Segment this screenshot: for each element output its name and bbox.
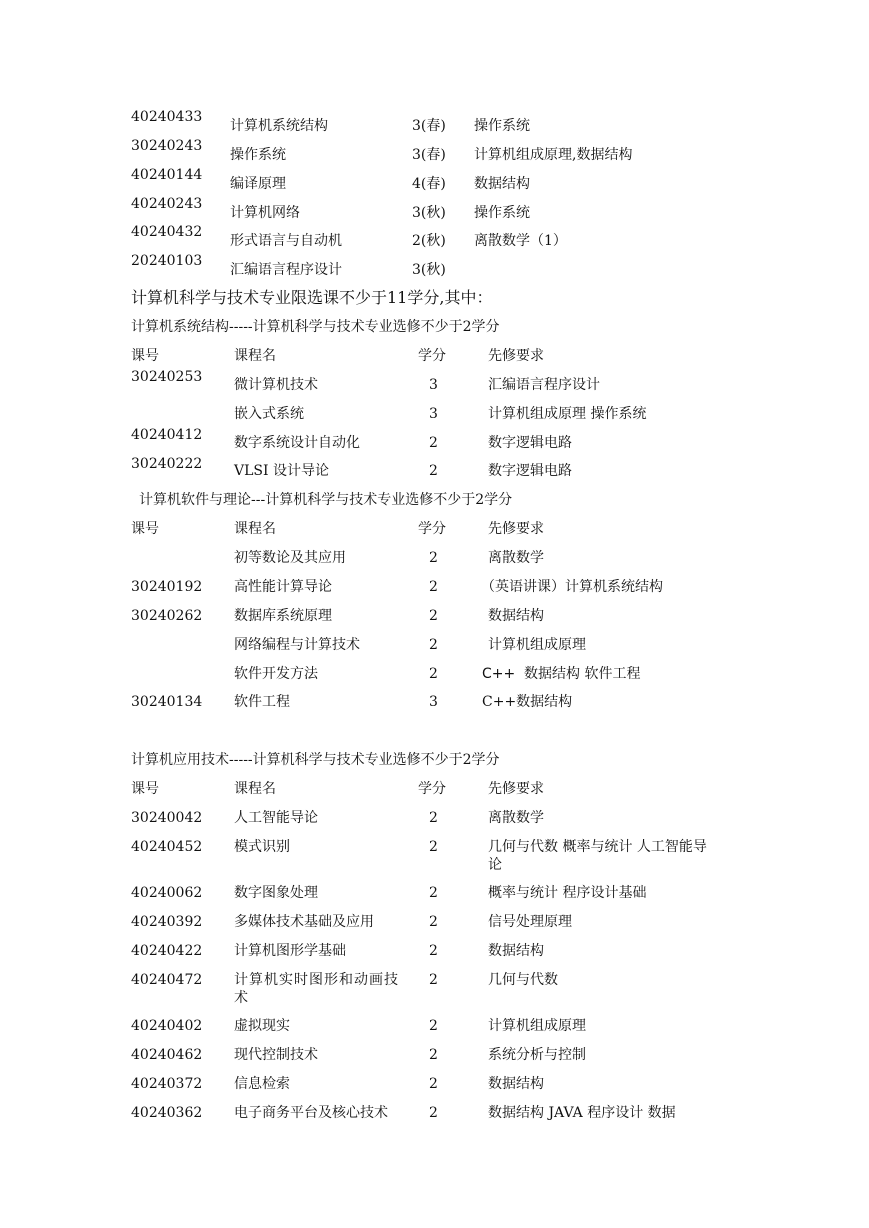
course-name: VLSI 设计导论 — [234, 463, 329, 479]
course-code: 40240472 — [131, 972, 203, 988]
course-code: 40240062 — [131, 885, 203, 901]
header-prereq: 先修要求 — [488, 348, 544, 364]
course-credit: 2 — [429, 839, 438, 855]
course-code: 40240432 — [131, 224, 203, 240]
course-name: 电子商务平台及核心技术 — [234, 1105, 388, 1121]
course-prereq: C++数据结构 — [482, 694, 573, 710]
course-name: 信息检索 — [234, 1076, 290, 1092]
course-code: 40240392 — [131, 914, 203, 930]
course-name: 数据库系统原理 — [234, 608, 332, 624]
course-name: 软件工程 — [234, 694, 290, 710]
course-prereq: 数据结构 JAVA 程序设计 数据 — [488, 1105, 676, 1121]
course-prereq: 汇编语言程序设计 — [488, 377, 600, 393]
course-name: 数字系统设计自动化 — [234, 435, 360, 451]
course-prereq: 几何与代数 概率与统计 人工智能导论 — [488, 839, 707, 873]
course-credit: 2 — [429, 550, 438, 566]
course-name: 现代控制技术 — [234, 1047, 318, 1063]
course-name: 微计算机技术 — [234, 377, 318, 393]
header-code: 课号 — [131, 781, 159, 797]
header-name: 课程名 — [234, 781, 276, 797]
course-credit: 3(春) — [412, 147, 446, 163]
course-prereq: 计算机组成原理 — [488, 1018, 586, 1034]
header-credit: 学分 — [418, 521, 446, 537]
course-prereq: 计算机组成原理,数据结构 — [474, 147, 633, 163]
course-credit: 2 — [429, 914, 438, 930]
course-prereq: 离散数学 — [488, 550, 544, 566]
course-code: 40240452 — [131, 839, 203, 855]
course-credit: 3(春) — [412, 118, 446, 134]
course-prereq: 计算机组成原理 操作系统 — [488, 406, 647, 422]
course-name: 模式识别 — [234, 839, 290, 855]
course-name: 虚拟现实 — [234, 1018, 290, 1034]
course-credit: 2 — [429, 810, 438, 826]
course-credit: 2 — [429, 637, 438, 653]
course-prereq: 操作系统 — [474, 205, 530, 221]
course-prereq: 概率与统计 程序设计基础 — [488, 885, 647, 901]
course-credit: 3 — [429, 377, 438, 393]
course-prereq: 离散数学 — [488, 810, 544, 826]
course-credit: 3 — [429, 406, 438, 422]
course-code: 30240222 — [131, 456, 203, 472]
course-credit: 2 — [429, 666, 438, 682]
course-prereq-language: C++ — [482, 666, 516, 682]
course-credit: 2(秋) — [412, 233, 446, 249]
course-name: 编译原理 — [230, 176, 286, 192]
course-name: 汇编语言程序设计 — [230, 262, 342, 278]
course-code: 40240243 — [131, 196, 203, 212]
elective-heading: 计算机科学与技术专业限选课不少于11学分,其中： — [131, 288, 493, 307]
section-title: 计算机系统结构-----计算机科学与技术专业选修不少于2学分 — [131, 319, 500, 335]
course-code: 40240402 — [131, 1018, 203, 1034]
course-prereq: 系统分析与控制 — [488, 1047, 586, 1063]
course-credit: 2 — [429, 1047, 438, 1063]
section-title: 计算机软件与理论---计算机科学与技术专业选修不少于2学分 — [139, 492, 513, 508]
course-prereq: 数据结构 软件工程 — [524, 666, 641, 682]
section-title: 计算机应用技术-----计算机科学与技术专业选修不少于2学分 — [131, 752, 500, 768]
course-prereq: 数据结构 — [474, 176, 530, 192]
course-code: 40240412 — [131, 427, 203, 443]
course-name: 高性能计算导论 — [234, 579, 332, 595]
course-prereq: 数字逻辑电路 — [488, 463, 572, 479]
course-prereq: 数据结构 — [488, 943, 544, 959]
course-prereq: 信号处理原理 — [488, 914, 572, 930]
header-credit: 学分 — [418, 781, 446, 797]
course-name: 嵌入式系统 — [234, 406, 304, 422]
course-name: 计算机网络 — [230, 205, 300, 221]
course-prereq: 数据结构 — [488, 1076, 544, 1092]
course-name: 网络编程与计算技术 — [234, 637, 360, 653]
course-name: 人工智能导论 — [234, 810, 318, 826]
course-prereq: 数字逻辑电路 — [488, 435, 572, 451]
header-credit: 学分 — [418, 348, 446, 364]
course-name: 多媒体技术基础及应用 — [234, 914, 374, 930]
course-prereq: （英语讲课）计算机系统结构 — [481, 579, 663, 595]
course-code: 40240372 — [131, 1076, 203, 1092]
course-code: 30240134 — [131, 694, 203, 710]
header-code: 课号 — [131, 348, 159, 364]
course-code: 40240362 — [131, 1105, 203, 1121]
course-name: 软件开发方法 — [234, 666, 318, 682]
course-credit: 3(秋) — [412, 262, 446, 278]
course-code: 30240042 — [131, 810, 203, 826]
course-name: 初等数论及其应用 — [234, 550, 346, 566]
course-credit: 2 — [429, 608, 438, 624]
course-code: 30240262 — [131, 608, 203, 624]
course-prereq: 离散数学（1） — [474, 233, 567, 249]
course-code: 30240192 — [131, 579, 203, 595]
course-credit: 2 — [429, 1076, 438, 1092]
course-credit: 2 — [429, 1105, 438, 1121]
course-prereq: 数据结构 — [488, 608, 544, 624]
course-prereq: 操作系统 — [474, 118, 530, 134]
course-code: 40240144 — [131, 167, 203, 183]
course-credit: 2 — [429, 885, 438, 901]
header-prereq: 先修要求 — [488, 781, 544, 797]
course-credit: 2 — [429, 972, 438, 988]
course-name: 计算机实时图形和动画技术 — [234, 972, 399, 1006]
course-name: 计算机系统结构 — [230, 118, 328, 134]
course-prereq: 几何与代数 — [488, 972, 558, 988]
course-credit: 2 — [429, 579, 438, 595]
course-credit: 2 — [429, 435, 438, 451]
course-name: 计算机图形学基础 — [234, 943, 346, 959]
course-code: 40240433 — [131, 109, 203, 125]
header-name: 课程名 — [234, 348, 276, 364]
course-credit: 2 — [429, 1018, 438, 1034]
course-code: 40240462 — [131, 1047, 203, 1063]
course-name: 数字图象处理 — [234, 885, 318, 901]
course-credit: 3(秋) — [412, 205, 446, 221]
course-name: 操作系统 — [230, 147, 286, 163]
course-name: 形式语言与自动机 — [230, 233, 342, 249]
course-credit: 2 — [429, 943, 438, 959]
course-code: 30240253 — [131, 369, 203, 385]
course-code: 40240422 — [131, 943, 203, 959]
course-prereq: 计算机组成原理 — [488, 637, 586, 653]
course-credit: 4(春) — [412, 176, 446, 192]
course-code: 30240243 — [131, 138, 203, 154]
header-code: 课号 — [131, 521, 159, 537]
course-code: 20240103 — [131, 253, 203, 269]
header-name: 课程名 — [234, 521, 276, 537]
header-prereq: 先修要求 — [488, 521, 544, 537]
course-credit: 2 — [429, 463, 438, 479]
course-credit: 3 — [429, 694, 438, 710]
